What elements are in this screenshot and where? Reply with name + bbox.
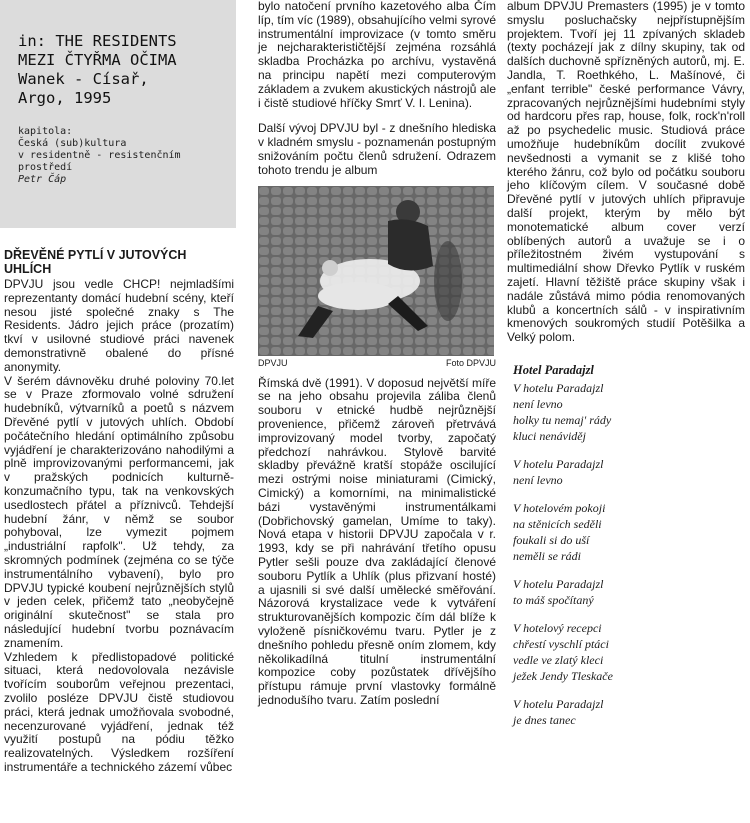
poem-line: ježek Jendy Tleskače [513, 668, 613, 683]
poem-title: Hotel Paradajzl [513, 362, 594, 377]
chapter-label: kapitola: [18, 126, 73, 137]
poem-line: V hotelu Paradajzl [513, 456, 604, 471]
book-title: in: THE RESIDENTS MEZI ČTYŘMA OČIMA Wanek - Císař, Argo, 1995 [18, 32, 177, 107]
poem-line: je dnes tanec [513, 712, 576, 727]
caption-right: Foto DPVJU [445, 357, 496, 368]
paragraph: Další vývoj DPVJU byl - z dnešního hlediska v kladném smyslu - poznamenán postupným snižováním počtu členů sdružení. Odrazem tohoto trendu je album [258, 121, 496, 177]
header-box [0, 0, 236, 228]
photo-caption [258, 358, 496, 369]
poem-line: vedle ve zlatý kleci [513, 652, 604, 667]
poem-line: kluci nenáviděj [513, 428, 586, 443]
chapter-info [18, 126, 236, 186]
chapter-name: Česká (sub)kultura v residentně - resistenčním prostředí [18, 138, 181, 173]
column-middle [258, 0, 496, 708]
poem-line: to máš spočítaný [513, 592, 594, 607]
poem-line: neměli se rádi [513, 548, 581, 563]
band-photo [258, 186, 494, 356]
paragraph: Římská dvě (1991). V doposud největší míře se na jeho obsahu projevila záliba členů souboru v etnické hudbě nejrůznější provenience, přičemž zároveň přetrvává improvizovaný model tvorby, započatý předchozí nahrávkou. Stylově barvité skladby převážně kratší stopáže oscilující mezi ostrými noise miniaturami (Cimický, Cimický) a komorními, na minimalistické bázi vystavěnými instrumentálkami (Dobřichovský gamelan, Umíme to taky). Nová etapa v historii DPVJU započala v r. 1993, kdy se při nahrávání třetího opusu Pytler sešli pouze dva zakládající členové souboru Pytlík a Uhlík (plus přizvaní hosté) a ujasnili si své další umělecké směřování. Názorová krystalizace vede k vytváření strukturovanějších kompozic čím dál blíže k vyloženě písničkovému tvaru. Pytler je z dnešního pohledu přesně oním zlomem, kdy několikadílná titulní instrumentální kompozice coby pozůstatek dřívějšího přístupu rámuje první vlastovky formálně jednodušího tvaru. Zatím poslední [258, 375, 496, 707]
poem-stanza [513, 456, 745, 488]
poem-line: na stěnicích seděli [513, 516, 602, 531]
caption-left: DPVJU [258, 357, 288, 368]
column-right [507, 0, 745, 728]
paragraph: V šerém dávnověku druhé poloviny 70.let se v Praze zformovalo volné sdružení hudebníků, výtvarníků a poetů s názvem Dřevěné pytlí v jutových uhlích. Období počátečního hledání optimálního způsobu vyjádření je charakterizováno nahodilými a plně improvizovanými performancemi, jak v pražských podnicích kulturně-konzumačního typu, tak na venkovských usedlostech přátel a příznivců. Tehdejší hudební žánr, v němž se soubor pohyboval, lze vymezit pojmem „industriální rapfolk". Už tehdy, za skromných podmínek (zejména co se týče instrumentálního vybavení), bylo pro DPVJU typické koubení nejrůznějších stylů v jeden celek, přičemž tato „neobyčejně originální skutečnost" se stala pro následující hudební tvorbu poznávacím znamením. [4, 373, 234, 650]
photo-image [258, 186, 494, 356]
poem-stanza [513, 696, 745, 728]
poem-line: V hotelovém pokoji [513, 500, 606, 515]
column-left [0, 0, 240, 775]
article-body-left [0, 248, 240, 775]
poem-stanza [513, 380, 745, 444]
poem-stanza [513, 620, 745, 684]
section-title: DŘEVĚNÉ PYTLÍ V JUTOVÝCH UHLÍCH [4, 248, 187, 276]
poem-line: holky tu nemaj' rády [513, 412, 612, 427]
paragraph: album DPVJU Premasters (1995) je v tomto smyslu posluchačsky nejpřístupnějším projektem. Tvoří jej 11 zpívaných skladeb (texty pocházejí jak z dílny skupiny, tak od dalších duchovně spřízněných autorů, mj. E. Jandla, T. Roethkého, L. Mašínové, či „enfant terrible" české performance Vávry, zpracovaných nejrůznějšími hudebními styly od hardcoru přes rap, house, folk, rock'n'roll až po psychedelic music. Studiová práce umožňuje hudebníkům docílit zvukové nevšednosti a vymanit se z klišé toho kterého žánru, což bylo od počátku souboru jeho klíčovým cílem. V současné době Dřevěné pytlí v jutových uhlích připravuje další projekt, kterým by mělo být monotematické album cover verzí oblíbených autorů a uvažuje se i o příležitostném živém vystupování s multimediální show Dřevko Pytlík v ruském zajetí. Hlavní těžiště práce skupiny však i nadále zůstává mimo pódia renomovaných klubů a koncertních sálů - v inspirativním kmenových soukromých studií Potěšilka a Velký polom. [507, 0, 745, 345]
poem-stanza [513, 500, 745, 564]
poem-line: V hotelu Paradajzl [513, 576, 604, 591]
paragraph: bylo natočení prvního kazetového alba Čím líp, tím víc (1989), obsahujícího velmi syrové instrumentální improvizace (v tomto směru je nejcharakterističtější zejména rozsáhlá skladba Procházka po archívu, vystavěná na principu napětí mezi computerovým základem a zvukem akustických nástrojů ale i čistě studiové hříčky Smrť V. I. Lenina). [258, 0, 496, 110]
poem-line: není levno [513, 472, 563, 487]
poem-stanza [513, 576, 745, 608]
poem-line: není levno [513, 396, 563, 411]
chapter-author: Petr Čáp [18, 174, 67, 185]
poem-line: V hotelu Paradajzl [513, 696, 604, 711]
paragraph: DPVJU jsou vedle CHCP! nejmladšími reprezentanty domácí hudební scény, kteří nesou jisté společné znaky s The Residents. Jádro jejich práce (prozatím) tkví v usilovné studiové práci navenek demonstrativně obalené do přísné anonymity. [4, 277, 234, 374]
poem-line: foukali si do uší [513, 532, 590, 547]
poem-line: chřestí vyschlí ptáci [513, 636, 609, 651]
paragraph: Vzhledem k předlistopadové politické situaci, která nedovolovala nezávisle tvořícím souborům veřejnou prezentaci, zvolilo posléze DPVJU čistě studiovou práci, která jednak umožňovala svobodné, necenzurované vyjádření, jednak též využití postupů na pódiu těžko realizovatelných. Výsledkem rozšíření instrumentáře a technického zázemí vůbec [4, 649, 234, 774]
poem-line: V hotelu Paradajzl [513, 380, 604, 395]
poem-line: V hotelový recepci [513, 620, 602, 635]
poem [507, 380, 745, 728]
